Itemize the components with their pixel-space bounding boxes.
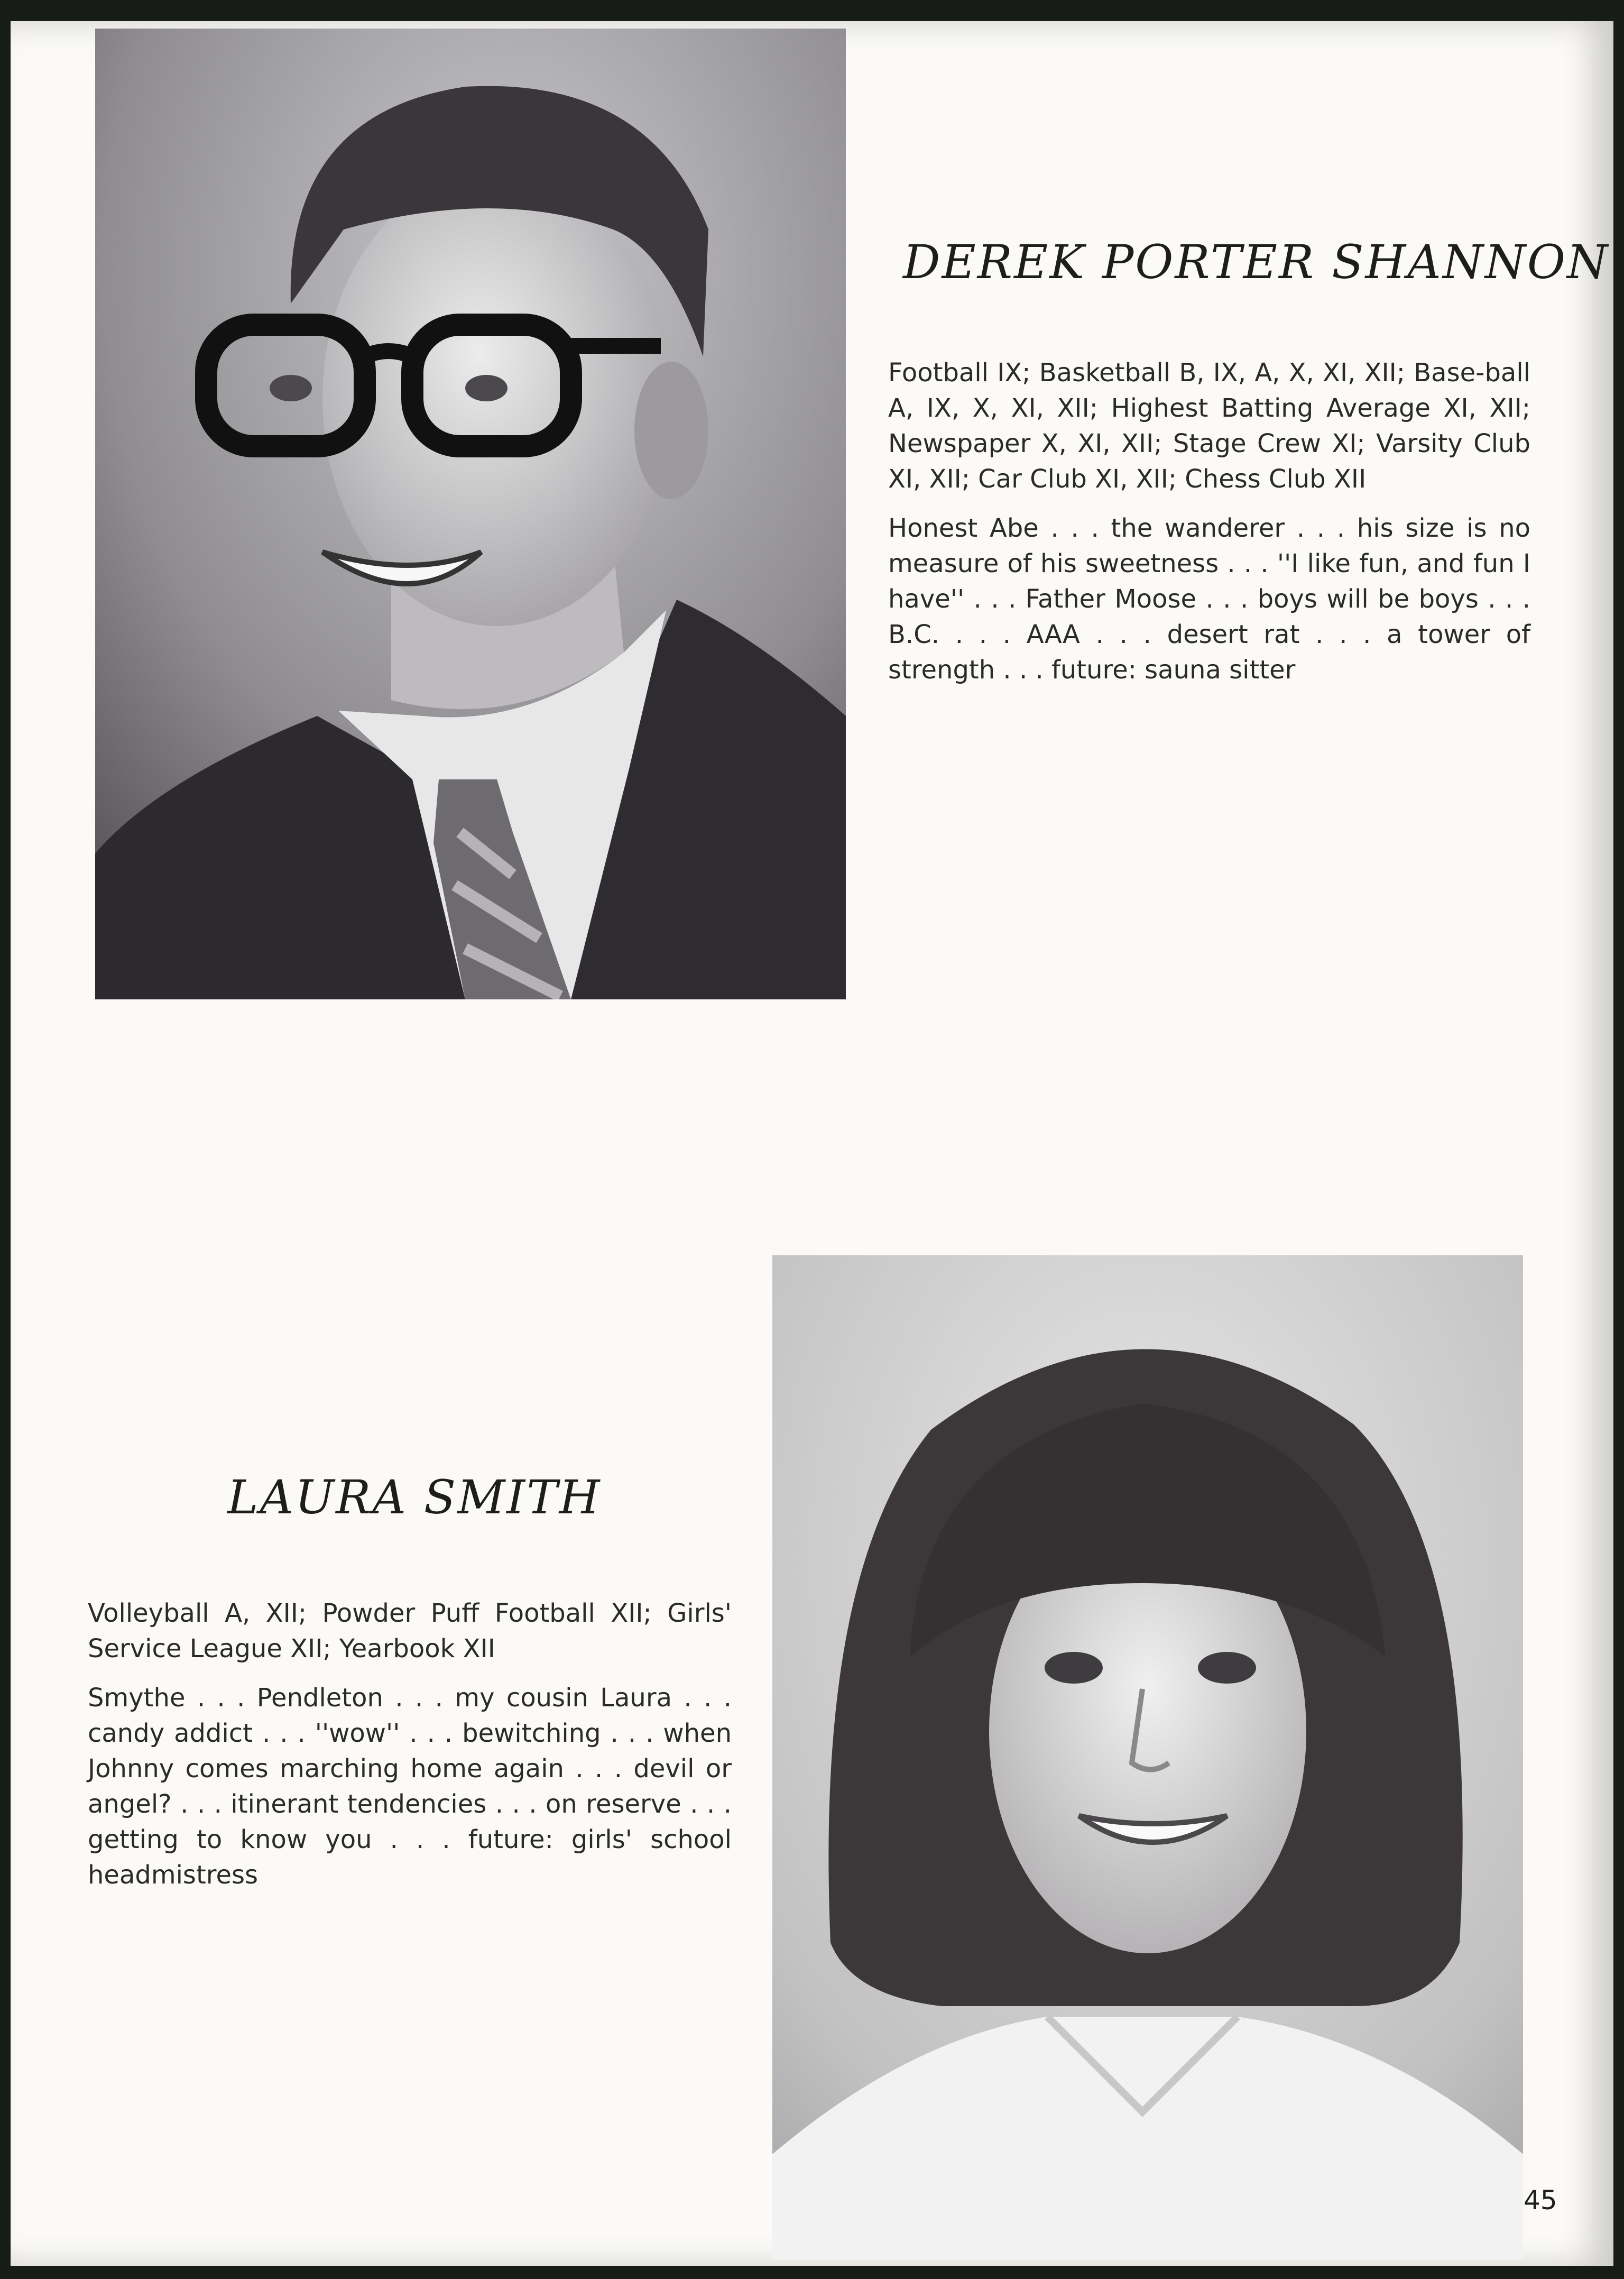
student-bio	[888, 355, 1530, 702]
yearbook-page	[11, 21, 1613, 2266]
student-bio	[88, 1596, 732, 1907]
quote-text: Honest Abe . . . the wanderer . . . his size is no measure of his sweetness . . . ''I like fun, and fun I have'' . . . Father Moose . . . boys will be boys . . . B.C. . . . AAA . . . desert rat . . . a tower of strength . . . future: sauna sitter	[888, 513, 1530, 685]
activities-text: Volleyball A, XII; Powder Puff Football XII; Girls' Service League XII; Yearbook XII	[88, 1598, 732, 1664]
student-name: LAURA SMITH	[227, 1470, 602, 1524]
portrait-photo-laura	[772, 1255, 1523, 2260]
quote-text: Smythe . . . Pendleton . . . my cousin Laura . . . candy addict . . . ''wow'' . . . bewitching . . . when Johnny comes marching home again . . . devil or angel? . . . itinerant tendencies . . . on reserve . . . getting to know you . . . future: girls' school headmistress	[88, 1683, 732, 1890]
activities-text: Football IX; Basketball B, IX, A, X, XI, XII; Base-ball A, IX, X, XI, XII; Highest Batting Average XI, XII; Newspaper X, XI, XII; Stage Crew XI; Varsity Club XI, XII; Car Club XI, XII; Chess Club XII	[888, 358, 1530, 494]
student-name: DEREK PORTER SHANNON	[903, 235, 1609, 289]
portrait-photo-derek	[95, 29, 846, 999]
page-number: 45	[1524, 2185, 1557, 2216]
